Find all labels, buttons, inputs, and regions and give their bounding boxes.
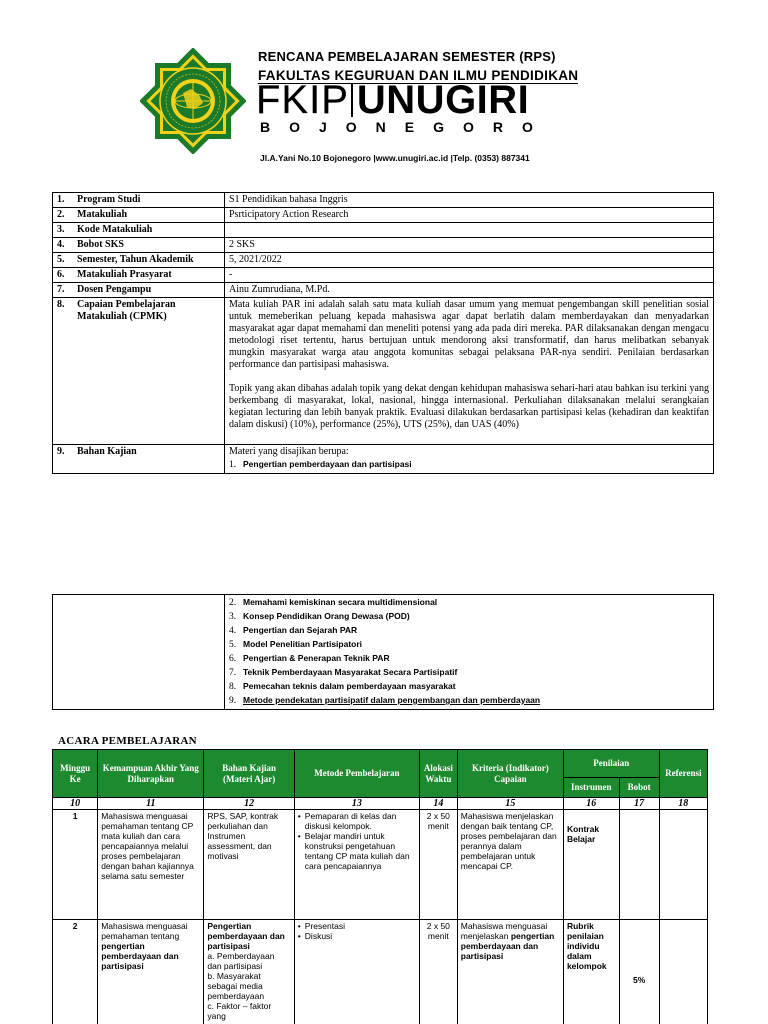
minggu-cell: 1 xyxy=(53,810,98,920)
bahan-item-b: b. Masyarakat sebagai media pemberdayaan xyxy=(207,971,265,1001)
continuation-value-cell xyxy=(225,595,714,710)
item-number: 7. xyxy=(229,668,237,678)
bahan-kajian-label: Bahan Kajian xyxy=(77,446,137,457)
item-number: 6. xyxy=(229,654,237,664)
info-row xyxy=(53,193,714,208)
list-item xyxy=(229,680,709,694)
instrumen-text: Rubrik penilaian individu dalam kelompok xyxy=(566,921,607,971)
kemampuan-cell: Mahasiswa menguasai pemahaman tentang CP mata kuliah dan cara pencapaiannya melalui proses pembelajaran dengan bahan kajiannya selama satu semester xyxy=(98,810,204,920)
kriteria-bold-text: pengertian pemberdayaan dan partisipasi xyxy=(460,931,555,961)
document-header xyxy=(0,0,768,180)
metode-cell xyxy=(294,920,419,1024)
bobot-cell: 5% xyxy=(619,920,659,1024)
info-label: Matakuliah Prasyarat xyxy=(77,269,172,280)
course-info-table xyxy=(52,192,714,474)
item-text: Teknik Pemberdayaan Masyarakat Secara Partisipatif xyxy=(243,667,458,677)
info-row xyxy=(53,223,714,238)
list-item xyxy=(229,458,709,472)
bahan-title: Pengertian pemberdayaan dan partisipasi xyxy=(207,921,285,951)
table-row xyxy=(53,920,708,1024)
info-label: Dosen Pengampu xyxy=(77,284,152,295)
bahan-kajian-label-cell xyxy=(53,445,225,474)
info-value-cell: - xyxy=(225,268,714,283)
info-value-cell: Psrticipatory Action Research xyxy=(225,208,714,223)
list-item: • Pemaparan di kelas dan diskusi kelompok. xyxy=(298,811,416,831)
info-label-cell xyxy=(53,268,225,283)
col-instrumen: Instrumen xyxy=(563,778,619,798)
col-kriteria: Kriteria (Indikator) Capaian xyxy=(457,750,563,798)
cpmk-label-cell xyxy=(53,298,225,445)
metode-list xyxy=(298,921,416,941)
cpmk-row xyxy=(53,298,714,445)
row-number: 1. xyxy=(57,194,65,205)
bahan-kajian-list-part2 xyxy=(229,596,709,708)
row-number: 4. xyxy=(57,239,65,250)
bahan-kajian-value-cell xyxy=(225,445,714,474)
kriteria-cell xyxy=(457,920,563,1024)
col-referensi: Referensi xyxy=(659,750,707,798)
list-item: • Presentasi xyxy=(298,921,416,931)
item-number: 3. xyxy=(229,612,237,622)
info-label-cell xyxy=(53,253,225,268)
item-text: Pemecahan teknis dalam pemberdayaan masyarakat xyxy=(243,681,456,691)
col-penilaian: Penilaian xyxy=(563,750,659,778)
instrumen-text: Kontrak Belajar xyxy=(566,824,600,844)
table-row xyxy=(53,810,708,920)
kriteria-cell: Mahasiswa menjelaskan dengan baik tentang CP, proses pembelajaran dan perannya dalam pembelajaran untuk mencapai CP. xyxy=(457,810,563,920)
list-item xyxy=(229,610,709,624)
col-alokasi: Alokasi Waktu xyxy=(419,750,457,798)
alokasi-cell: 2 x 50 menit xyxy=(419,920,457,1024)
row-number: 7. xyxy=(57,284,65,295)
unugiri-wordmark: UNUGIRI xyxy=(356,78,530,122)
info-value-cell: 5, 2021/2022 xyxy=(225,253,714,268)
info-row xyxy=(53,238,714,253)
info-label-cell xyxy=(53,238,225,253)
info-value-cell: 2 SKS xyxy=(225,238,714,253)
item-text: Memahami kemiskinan secara multidimensional xyxy=(243,597,438,607)
item-number: 2. xyxy=(229,598,237,608)
list-item: • Diskusi xyxy=(298,931,416,941)
acara-pembelajaran-table xyxy=(52,749,708,1024)
col-metode: Metode Pembelajaran xyxy=(294,750,419,798)
address-line: Jl.A.Yani No.10 Bojonegoro |www.unugiri.ac.id |Telp. (0353) 887341 xyxy=(260,153,530,163)
row-number: 6. xyxy=(57,269,65,280)
column-number: 12 xyxy=(204,798,294,810)
instrumen-cell xyxy=(563,810,619,920)
item-text: Pengertian pemberdayaan dan partisipasi xyxy=(243,459,412,469)
col-minggu: Minggu Ke xyxy=(53,750,98,798)
column-number: 13 xyxy=(294,798,419,810)
row-number: 8. xyxy=(57,299,65,310)
kemampuan-bold-text: pengertian pemberdayaan dan partisipasi xyxy=(101,941,179,971)
cpmk-paragraph-2: Topik yang akan dibahas adalah topik yang dekat dengan kehidupan mahasiswa sehari-hari atau bahkan isu terkini yang berkembang di masyarakat, lokal, nasional, hingga internasional. Perkuliahan dilaksanakan melalui serangkaian kegiatan lecturing dan lebih banyak praktik. Evaluasi dilakukan berdasarkan partisipasi kelas (kehadiran dan keaktifan dalam diskusi) (10%), performance (25%), UTS (25%), dan UAS (40%) xyxy=(229,383,709,430)
bahan-cell xyxy=(204,920,294,1024)
bahan-item-a: a. Pemberdayaan dan partisipasi xyxy=(207,951,275,971)
faculty-name: FAKULTAS KEGURUAN DAN ILMU PENDIDIKAN xyxy=(258,68,579,83)
item-number: 4. xyxy=(229,626,237,636)
info-row xyxy=(53,283,714,298)
column-number: 16 xyxy=(563,798,619,810)
info-value-cell: S1 Pendidikan bahasa Inggris xyxy=(225,193,714,208)
bobot-cell xyxy=(619,810,659,920)
fkip-wordmark: FKIP xyxy=(256,78,349,122)
info-value-cell: Ainu Zumrudiana, M.Pd. xyxy=(225,283,714,298)
list-item xyxy=(229,652,709,666)
kriteria-text: Mahasiswa menguasai menjelaskan xyxy=(460,921,548,941)
empty-label-cell xyxy=(53,595,225,710)
item-text: Pengertian dan Sejarah PAR xyxy=(243,625,358,635)
referensi-cell xyxy=(659,920,707,1024)
item-number: 1. xyxy=(229,460,237,470)
continuation-row xyxy=(53,595,714,710)
alokasi-cell: 2 x 50 menit xyxy=(419,810,457,920)
header-row xyxy=(53,750,708,778)
info-row xyxy=(53,268,714,283)
list-item xyxy=(229,596,709,610)
metode-list xyxy=(298,811,416,871)
cpmk-value-cell xyxy=(225,298,714,445)
institution-wordmark xyxy=(256,80,529,120)
column-number: 14 xyxy=(419,798,457,810)
item-text: Model Penelitian Partisipatori xyxy=(243,639,363,649)
item-number: 9. xyxy=(229,696,237,706)
col-kemampuan: Kemampuan Akhir Yang Diharapkan xyxy=(98,750,204,798)
cpmk-paragraph-1: Mata kuliah PAR ini adalah salah satu mata kuliah dasar umum yang memuat pengembangan skill penelitian sosial untuk memeberikan peluang kepada mahasiswa agar dapat berlatih dalam memberdayakan dan menyadarkan masyarakat agar dapat memahami dan meneliti potensi yang ada pada diri mereka. PAR dilaksanakan dengan mengacu metodologi riset tertentu, harus bertujuan untuk mendorong aksi transformatif, dan harus melibatkan sebanyak mungkin masyarakat warga atau anggota komunitas sebagai pelaksana PAR-nya sendiri. Penilaian berdasarkan performance dan partisipasi mahasiswa. xyxy=(229,299,709,370)
info-label-cell xyxy=(53,208,225,223)
list-item xyxy=(229,694,709,708)
info-label-cell xyxy=(53,193,225,208)
info-label-cell xyxy=(53,223,225,238)
row-number: 9. xyxy=(57,446,65,457)
bahan-item-c: c. Faktor – faktor yang xyxy=(207,1001,272,1021)
list-item: • Belajar mandiri untuk konstruksi pengetahuan tentang CP mata kuliah dan cara pencapaiannya xyxy=(298,831,416,871)
info-row xyxy=(53,253,714,268)
acara-section-title: ACARA PEMBELAJARAN xyxy=(58,735,197,747)
col-bahan: Bahan Kajian (Materi Ajar) xyxy=(204,750,294,798)
info-label: Bobot SKS xyxy=(77,239,124,250)
item-text: Pengertian & Penerapan Teknik PAR xyxy=(243,653,390,663)
column-number: 11 xyxy=(98,798,204,810)
col-bobot: Bobot xyxy=(619,778,659,798)
bahan-kajian-continuation-table xyxy=(52,594,714,710)
metode-cell xyxy=(294,810,419,920)
rps-title: RENCANA PEMBELAJARAN SEMESTER (RPS) xyxy=(258,49,556,64)
wordmark-divider xyxy=(351,83,353,117)
list-item xyxy=(229,666,709,680)
instrumen-cell xyxy=(563,920,619,1024)
item-number: 8. xyxy=(229,682,237,692)
item-text: Metode pendekatan partisipatif dalam pengembangan dan pemberdayaan xyxy=(243,695,541,705)
list-item xyxy=(229,638,709,652)
referensi-cell xyxy=(659,810,707,920)
item-text: Konsep Pendidikan Orang Dewasa (POD) xyxy=(243,611,410,621)
cpmk-label-line1: Capaian Pembelajaran xyxy=(77,299,176,310)
column-number: 17 xyxy=(619,798,659,810)
info-value-cell xyxy=(225,223,714,238)
column-number: 10 xyxy=(53,798,98,810)
row-number: 2. xyxy=(57,209,65,220)
item-number: 5. xyxy=(229,640,237,650)
info-row xyxy=(53,208,714,223)
bahan-kajian-list-part1 xyxy=(229,458,709,472)
column-number-row xyxy=(53,798,708,810)
info-label: Matakuliah xyxy=(77,209,128,220)
list-item xyxy=(229,624,709,638)
kemampuan-cell xyxy=(98,920,204,1024)
column-number: 18 xyxy=(659,798,707,810)
row-number: 5. xyxy=(57,254,65,265)
bahan-kajian-intro: Materi yang disajikan berupa: xyxy=(229,446,349,457)
column-number: 15 xyxy=(457,798,563,810)
info-label: Program Studi xyxy=(77,194,141,205)
cpmk-label-line2: Matakuliah (CPMK) xyxy=(77,311,167,322)
bahan-kajian-row xyxy=(53,445,714,474)
minggu-cell: 2 xyxy=(53,920,98,1024)
row-number: 3. xyxy=(57,224,65,235)
city-name: BOJONEGORO xyxy=(260,119,552,135)
kemampuan-text: Mahasiswa menguasai pemahaman tentang xyxy=(101,921,188,941)
info-label-cell xyxy=(53,283,225,298)
info-label: Kode Matakuliah xyxy=(77,224,153,235)
info-label: Semester, Tahun Akademik xyxy=(77,254,194,265)
unugiri-logo-icon xyxy=(140,48,246,154)
bahan-cell: RPS, SAP, kontrak perkuliahan dan Instrumen assessment, dan motivasi xyxy=(204,810,294,920)
